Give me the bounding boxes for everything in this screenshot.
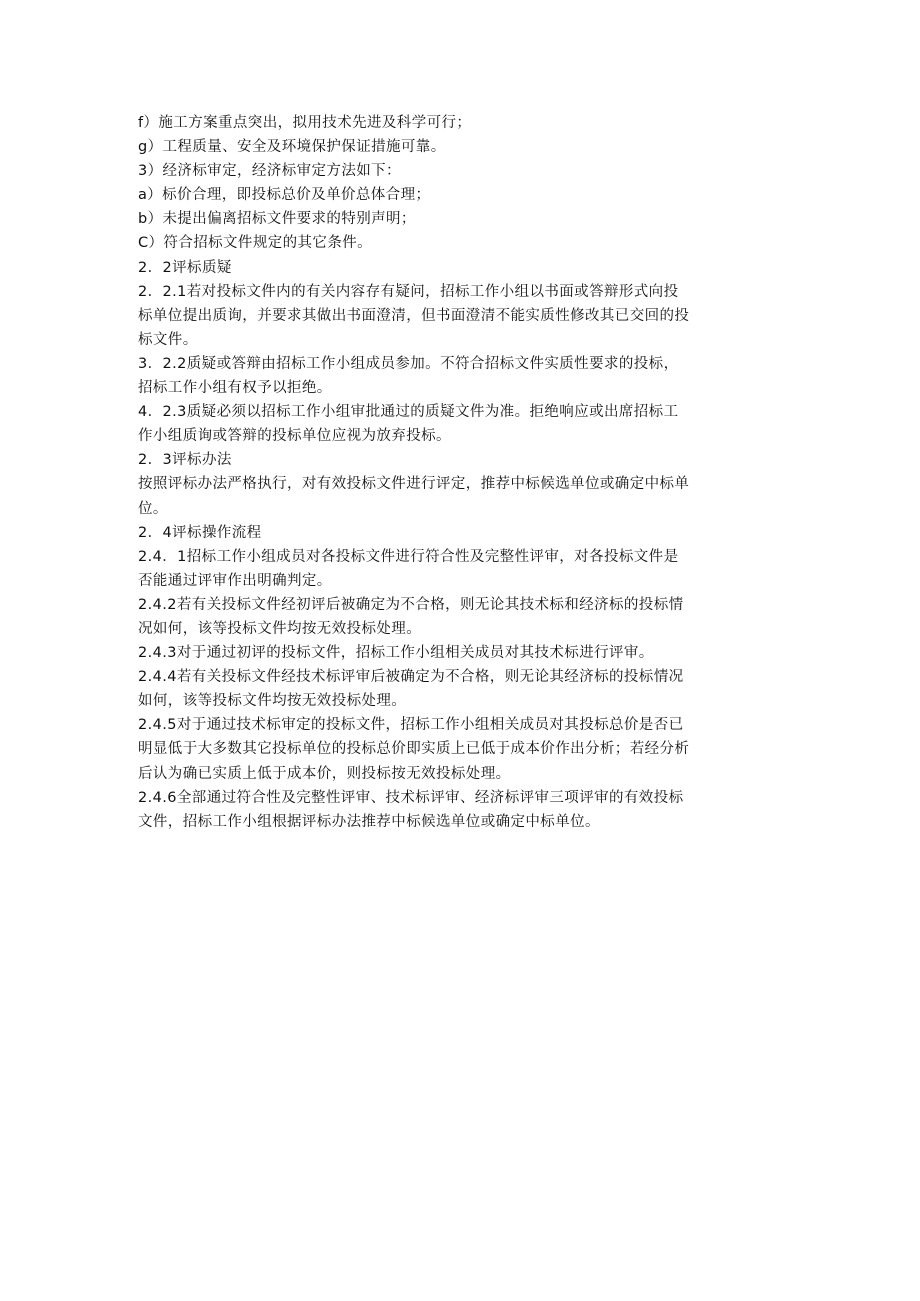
text-line: 3）经济标审定，经济标审定方法如下： [138, 163, 401, 180]
text-line: 2.4.3对于通过初评的投标文件，招标工作小组相关成员对其技术标进行评审。 [138, 645, 654, 662]
text-line: 位。 [138, 500, 168, 517]
section-heading: 2．4评标操作流程 [138, 524, 262, 541]
text-line: 后认为确已实质上低于成本价，则投标按无效投标处理。 [138, 765, 511, 782]
text-line: g）工程质量、安全及环境保护保证措施可靠。 [138, 139, 446, 156]
text-line: 作小组质询或答辩的投标单位应视为放弃投标。 [138, 428, 451, 445]
text-line: 2.4.4若有关投标文件经技术标评审后被确定为不合格，则无论其经济标的投标情况 [138, 669, 684, 686]
text-line: 标单位提出质询，并要求其做出书面澄清，但书面澄清不能实质性修改其已交回的投 [138, 307, 690, 324]
text-line: f）施工方案重点突出，拟用技术先进及科学可行； [138, 115, 472, 131]
text-line: 2.4．1招标工作小组成员对各投标文件进行符合性及完整性评审，对各投标文件是 [138, 548, 679, 565]
section-heading: 2．2评标质疑 [138, 259, 232, 276]
text-line: 2.4.2若有关投标文件经初评后被确定为不合格，则无论其技术标和经济标的投标情 [138, 596, 684, 613]
section-heading: 2．3评标办法 [138, 452, 232, 469]
text-line: 按照评标办法严格执行，对有效投标文件进行评定，推荐中标候选单位或确定中标单 [138, 476, 690, 493]
text-line: 3．2.2质疑或答辩由招标工作小组成员参加。不符合招标文件实质性要求的投标， [138, 355, 679, 372]
text-line: 标文件。 [138, 331, 198, 348]
text-line: 4．2.3质疑必须以招标工作小组审批通过的质疑文件为准。拒绝响应或出席招标工 [138, 404, 679, 421]
text-line: a）标价合理，即投标总价及单价总体合理； [138, 187, 431, 204]
text-line: 如何，该等投标文件均按无效投标处理。 [138, 693, 407, 710]
text-line: 2.4.5对于通过技术标审定的投标文件，招标工作小组相关成员对其投标总价是否已 [138, 717, 684, 734]
text-line: 2．2.1若对投标文件内的有关内容存有疑问，招标工作小组以书面或答辩形式向投 [138, 283, 679, 300]
text-line: 文件，招标工作小组根据评标办法推荐中标候选单位或确定中标单位。 [138, 813, 600, 830]
text-line: C）符合招标文件规定的其它条件。 [138, 235, 373, 252]
text-line: 2.4.6全部通过符合性及完整性评审、技术标评审、经济标评审三项评审的有效投标 [138, 789, 684, 806]
text-line: 否能通过评审作出明确判定。 [138, 572, 332, 589]
text-line: b）未提出偏离招标文件要求的特别声明； [138, 211, 416, 228]
document-body [138, 111, 778, 834]
text-line: 招标工作小组有权予以拒绝。 [138, 380, 332, 397]
text-line: 明显低于大多数其它投标单位的投标总价即实质上已低于成本价作出分析；若经分析 [138, 741, 690, 758]
text-line: 况如何，该等投标文件均按无效投标处理。 [138, 620, 422, 637]
